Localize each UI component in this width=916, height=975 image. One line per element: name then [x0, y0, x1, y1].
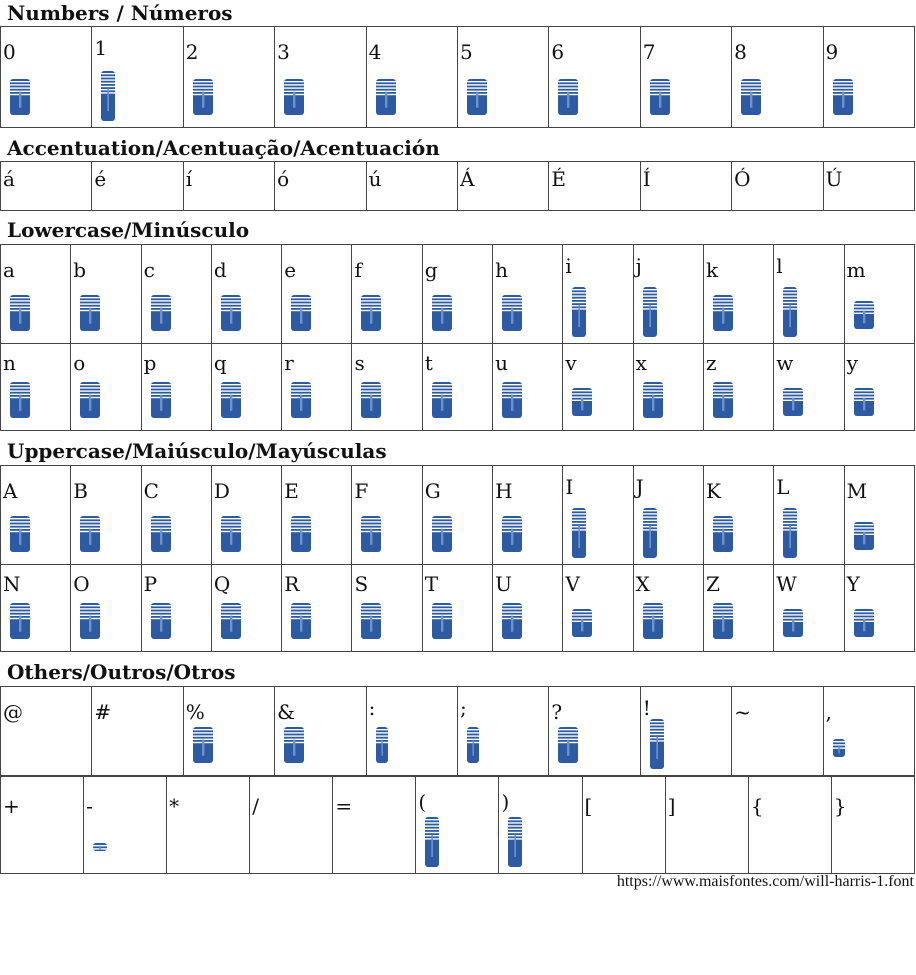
numbers-table: [0, 26, 915, 128]
others-row-1: [1, 687, 915, 776]
glyph-label: w: [776, 351, 794, 375]
lowercase-table: [0, 244, 915, 431]
font-sample-comma: [833, 739, 845, 757]
font-sample-2: [193, 79, 213, 115]
glyph-cell-8: [732, 27, 823, 128]
glyph-cell-bracket-open: [582, 777, 665, 874]
glyph-cell-5: [457, 27, 548, 128]
font-sample-m: [854, 301, 874, 329]
glyph-label: %: [185, 700, 205, 724]
font-sample-q: [221, 382, 241, 418]
glyph-label: +: [3, 794, 20, 818]
glyph-cell-uda: [823, 162, 914, 211]
glyph-cell-3: [275, 27, 366, 128]
glyph-cell-w-upper: [774, 565, 844, 652]
glyph-label: 8: [734, 40, 747, 64]
glyph-label: ;: [459, 696, 467, 720]
glyph-label: Í: [642, 167, 651, 191]
glyph-cell-brace-close: [831, 777, 914, 874]
font-sample-d-upper: [221, 516, 241, 552]
glyph-cell-x: [633, 344, 703, 431]
font-sample-5: [467, 79, 487, 115]
font-sample-e: [291, 295, 311, 331]
glyph-label: D: [213, 479, 230, 503]
glyph-cell-g: [422, 245, 492, 344]
glyph-cell-ue9: [92, 162, 183, 211]
glyph-label: P: [143, 572, 158, 596]
glyph-cell-ue1: [1, 162, 92, 211]
font-sample-3: [284, 79, 304, 115]
glyph-label: ,: [825, 700, 832, 724]
glyph-label: é: [94, 167, 107, 191]
glyph-label: p: [143, 351, 157, 375]
glyph-label: R: [284, 572, 300, 596]
glyph-label: ~: [734, 700, 751, 724]
glyph-label: y: [846, 351, 858, 375]
glyph-label: q: [213, 351, 227, 375]
font-sample-c: [151, 295, 171, 331]
glyph-cell-semicolon: [457, 687, 548, 776]
glyph-cell-c: [141, 245, 211, 344]
glyph-cell-6: [549, 27, 640, 128]
glyph-cell-ud3: [732, 162, 823, 211]
glyph-label: e: [284, 258, 297, 282]
glyph-label: z: [705, 351, 717, 375]
font-sample-z-upper: [713, 603, 733, 639]
glyph-label: B: [73, 479, 88, 503]
glyph-cell-1: [92, 27, 183, 128]
glyph-cell-j: [633, 245, 703, 344]
glyph-cell-w: [774, 344, 844, 431]
font-sample-h-upper: [502, 516, 522, 552]
font-sample-s: [361, 382, 381, 418]
font-sample-k-upper: [713, 516, 733, 552]
font-sample-t-upper: [432, 603, 452, 639]
font-sample-paren-open: [425, 817, 439, 867]
glyph-label: S: [354, 572, 369, 596]
glyph-label: ): [501, 790, 510, 814]
glyph-label: l: [776, 254, 783, 278]
glyph-label: ?: [551, 700, 563, 724]
glyph-label: x: [635, 351, 647, 375]
glyph-cell-o-upper: [71, 565, 141, 652]
glyph-label: a: [3, 258, 15, 282]
font-sample-s-upper: [361, 603, 381, 639]
glyph-cell-a-upper: [1, 466, 71, 565]
glyph-cell-n-upper: [1, 565, 71, 652]
source-url[interactable]: https://www.maisfontes.com/will-harris-1.font: [616, 873, 914, 890]
font-sample-i-upper: [572, 508, 586, 558]
glyph-cell-r: [282, 344, 352, 431]
font-sample-b-upper: [80, 516, 100, 552]
glyph-label: W: [776, 572, 797, 596]
glyph-cell-g-upper: [422, 466, 492, 565]
font-sample-n-upper: [10, 603, 30, 639]
glyph-cell-exclamation: [640, 687, 731, 776]
glyph-label: I: [565, 475, 574, 499]
glyph-cell-7: [640, 27, 731, 128]
glyph-label: k: [705, 258, 719, 282]
glyph-label: K: [705, 479, 721, 503]
glyph-cell-n: [1, 344, 71, 431]
glyph-label: =: [335, 794, 353, 818]
glyph-label: Ó: [734, 167, 751, 191]
glyph-label: (: [418, 790, 427, 814]
glyph-cell-e: [282, 245, 352, 344]
glyph-label: f: [354, 258, 362, 282]
glyph-cell-f: [352, 245, 422, 344]
lowercase-row-2: [1, 344, 915, 431]
glyph-cell-ucd: [640, 162, 731, 211]
font-sample-9: [833, 79, 853, 115]
font-sample-t: [432, 382, 452, 418]
glyph-label: v: [565, 351, 577, 375]
glyph-cell-percent: [183, 687, 274, 776]
glyph-cell-comma: [823, 687, 914, 776]
glyph-cell-ampersand: [275, 687, 366, 776]
glyph-label: V: [565, 572, 580, 596]
glyph-label: n: [3, 351, 16, 375]
font-sample-ampersand: [284, 727, 304, 763]
glyph-label: 0: [3, 40, 16, 64]
uppercase-row-1: [1, 466, 915, 565]
glyph-label: -: [86, 794, 93, 818]
glyph-cell-t: [422, 344, 492, 431]
font-sample-6: [558, 79, 578, 115]
glyph-cell-t-upper: [422, 565, 492, 652]
glyph-cell-2: [183, 27, 274, 128]
font-sample-paren-close: [508, 817, 522, 867]
glyph-cell-h-upper: [493, 466, 563, 565]
lowercase-title: Lowercase/Minúsculo: [7, 218, 250, 242]
glyph-cell-k: [703, 245, 773, 344]
glyph-label: ú: [368, 167, 382, 191]
glyph-label: #: [94, 700, 112, 724]
glyph-label: :: [368, 696, 376, 720]
font-sample-x: [643, 382, 663, 418]
glyph-label: É: [551, 167, 566, 191]
glyph-label: [: [584, 794, 593, 818]
glyph-label: Ú: [825, 167, 843, 191]
font-sample-g: [432, 295, 452, 331]
font-sample-d: [221, 295, 241, 331]
font-sample-minus: [93, 843, 107, 851]
glyph-label: *: [169, 794, 180, 818]
font-sample-exclamation: [650, 719, 664, 769]
glyph-label: g: [424, 258, 438, 282]
glyph-cell-d: [211, 245, 281, 344]
glyph-cell-uc1: [457, 162, 548, 211]
font-sample-x-upper: [643, 603, 663, 639]
glyph-cell-colon: [366, 687, 457, 776]
glyph-label: ]: [667, 794, 676, 818]
font-sample-n: [10, 382, 30, 418]
glyph-cell-k-upper: [703, 466, 773, 565]
glyph-cell-hash: [92, 687, 183, 776]
font-sample-question: [558, 727, 578, 763]
glyph-label: i: [565, 254, 572, 278]
glyph-cell-q: [211, 344, 281, 431]
font-sample-u: [502, 382, 522, 418]
glyph-label: L: [776, 475, 790, 499]
glyph-cell-f-upper: [352, 466, 422, 565]
uppercase-row-2: [1, 565, 915, 652]
glyph-label: 9: [825, 40, 839, 64]
glyph-cell-equals: [333, 777, 416, 874]
glyph-label: t: [424, 351, 433, 375]
glyph-cell-paren-open: [416, 777, 499, 874]
glyph-cell-question: [549, 687, 640, 776]
glyph-cell-b: [71, 245, 141, 344]
numbers-title: Numbers / Números: [7, 1, 233, 25]
uppercase-title: Uppercase/Maiúsculo/Mayúsculas: [7, 439, 387, 463]
font-sample-l: [783, 287, 797, 337]
others-title: Others/Outros/Otros: [7, 660, 236, 684]
glyph-label: &: [277, 700, 295, 724]
glyph-cell-0: [1, 27, 92, 128]
numbers-row: [1, 27, 915, 128]
font-sample-i: [572, 287, 586, 337]
glyph-label: h: [495, 258, 508, 282]
glyph-label: E: [284, 479, 299, 503]
glyph-cell-y: [844, 344, 914, 431]
glyph-cell-uc9: [549, 162, 640, 211]
glyph-label: !: [642, 696, 651, 720]
font-sample-semicolon: [467, 727, 479, 763]
glyph-cell-q-upper: [211, 565, 281, 652]
glyph-label: }: [833, 794, 847, 818]
glyph-cell-uf3: [275, 162, 366, 211]
glyph-cell-e-upper: [282, 466, 352, 565]
glyph-label: N: [3, 572, 21, 596]
font-sample-0: [10, 79, 30, 115]
lowercase-row-1: [1, 245, 915, 344]
glyph-cell-v: [563, 344, 633, 431]
glyph-label: Y: [846, 572, 860, 596]
glyph-label: A: [3, 479, 18, 503]
glyph-label: T: [424, 572, 439, 596]
font-sample-f-upper: [361, 516, 381, 552]
others-row-2: [1, 777, 915, 874]
glyph-label: @: [3, 700, 23, 724]
font-sample-j: [643, 287, 657, 337]
glyph-cell-s-upper: [352, 565, 422, 652]
accents-row: [1, 162, 915, 211]
glyph-label: r: [284, 351, 294, 375]
glyph-cell-b-upper: [71, 466, 141, 565]
glyph-cell-d-upper: [211, 466, 281, 565]
glyph-cell-ufa: [366, 162, 457, 211]
font-sample-e-upper: [291, 516, 311, 552]
font-sample-y-upper: [854, 609, 874, 637]
glyph-cell-v-upper: [563, 565, 633, 652]
font-sample-colon: [376, 727, 388, 763]
glyph-cell-m: [844, 245, 914, 344]
glyph-label: U: [495, 572, 512, 596]
glyph-label: m: [846, 258, 866, 282]
font-sample-m-upper: [854, 522, 874, 550]
glyph-cell-asterisk: [167, 777, 250, 874]
font-sample-4: [376, 79, 396, 115]
glyph-cell-brace-open: [748, 777, 831, 874]
glyph-label: 5: [459, 40, 473, 64]
font-sample-8: [741, 79, 761, 115]
font-sample-7: [650, 79, 670, 115]
glyph-cell-c-upper: [141, 466, 211, 565]
accentuation-title: Accentuation/Acentuação/Acentuación: [7, 136, 440, 160]
glyph-label: J: [635, 475, 644, 499]
font-sample-q-upper: [221, 603, 241, 639]
glyph-label: F: [354, 479, 369, 503]
glyph-cell-p: [141, 344, 211, 431]
glyph-label: j: [635, 254, 642, 278]
accents-table: [0, 161, 915, 211]
font-sample-o-upper: [80, 603, 100, 639]
glyph-cell-p-upper: [141, 565, 211, 652]
glyph-cell-y-upper: [844, 565, 914, 652]
font-sample-r-upper: [291, 603, 311, 639]
glyph-label: í: [185, 167, 193, 191]
glyph-label: s: [354, 351, 365, 375]
glyph-cell-r-upper: [282, 565, 352, 652]
glyph-cell-bracket-close: [665, 777, 748, 874]
glyph-label: {: [750, 794, 764, 818]
glyph-label: ó: [277, 167, 290, 191]
glyph-cell-s: [352, 344, 422, 431]
glyph-label: u: [495, 351, 508, 375]
glyph-label: 6: [551, 40, 565, 64]
glyph-cell-u: [493, 344, 563, 431]
glyph-label: M: [846, 479, 868, 503]
glyph-cell-slash: [250, 777, 333, 874]
glyph-label: d: [213, 258, 227, 282]
glyph-label: X: [635, 572, 650, 596]
glyph-cell-9: [823, 27, 914, 128]
glyph-label: á: [3, 167, 15, 191]
font-sample-j-upper: [643, 508, 657, 558]
others-table-1: [0, 686, 915, 776]
glyph-cell-x-upper: [633, 565, 703, 652]
font-sample-v-upper: [572, 609, 592, 637]
glyph-cell-paren-close: [499, 777, 582, 874]
glyph-cell-o: [71, 344, 141, 431]
font-sample-a-upper: [10, 516, 30, 552]
glyph-cell-l: [774, 245, 844, 344]
font-sample-z: [713, 382, 733, 418]
glyph-cell-i-upper: [563, 466, 633, 565]
font-sample-p-upper: [151, 603, 171, 639]
glyph-label: O: [73, 572, 90, 596]
glyph-label: G: [424, 479, 441, 503]
font-sample-1: [101, 71, 115, 121]
others-table-2: [0, 776, 915, 874]
glyph-cell-z-upper: [703, 565, 773, 652]
glyph-label: 2: [185, 40, 199, 64]
glyph-cell-u-upper: [493, 565, 563, 652]
glyph-cell-minus: [84, 777, 167, 874]
font-sample-p: [151, 382, 171, 418]
glyph-cell-at: [1, 687, 92, 776]
glyph-cell-4: [366, 27, 457, 128]
glyph-label: Á: [459, 167, 475, 191]
glyph-label: /: [252, 794, 259, 818]
glyph-cell-z: [703, 344, 773, 431]
glyph-label: 1: [94, 36, 108, 60]
font-sample-a: [10, 295, 30, 331]
glyph-label: 7: [642, 40, 656, 64]
glyph-cell-a: [1, 245, 71, 344]
glyph-cell-tilde: [732, 687, 823, 776]
glyph-label: b: [73, 258, 87, 282]
glyph-label: Z: [705, 572, 720, 596]
font-sample-l-upper: [783, 508, 797, 558]
font-sample-f: [361, 295, 381, 331]
glyph-cell-j-upper: [633, 466, 703, 565]
font-sample-percent: [193, 727, 213, 763]
font-sample-k: [713, 295, 733, 331]
font-sample-v: [572, 388, 592, 416]
font-sample-b: [80, 295, 100, 331]
glyph-label: H: [495, 479, 513, 503]
glyph-label: 3: [277, 40, 290, 64]
font-sample-o: [80, 382, 100, 418]
glyph-cell-l-upper: [774, 466, 844, 565]
glyph-cell-h: [493, 245, 563, 344]
glyph-label: Q: [213, 572, 231, 596]
font-sample-w: [783, 388, 803, 416]
font-sample-c-upper: [151, 516, 171, 552]
font-sample-u-upper: [502, 603, 522, 639]
glyph-cell-i: [563, 245, 633, 344]
glyph-label: C: [143, 479, 159, 503]
glyph-label: c: [143, 258, 155, 282]
glyph-cell-ued: [183, 162, 274, 211]
glyph-cell-m-upper: [844, 466, 914, 565]
glyph-label: 4: [368, 40, 382, 64]
font-sample-y: [854, 388, 874, 416]
glyph-cell-plus: [1, 777, 84, 874]
font-sample-h: [502, 295, 522, 331]
font-sample-r: [291, 382, 311, 418]
glyph-label: o: [73, 351, 86, 375]
font-sample-g-upper: [432, 516, 452, 552]
uppercase-table: [0, 465, 915, 652]
font-sample-w-upper: [783, 609, 803, 637]
